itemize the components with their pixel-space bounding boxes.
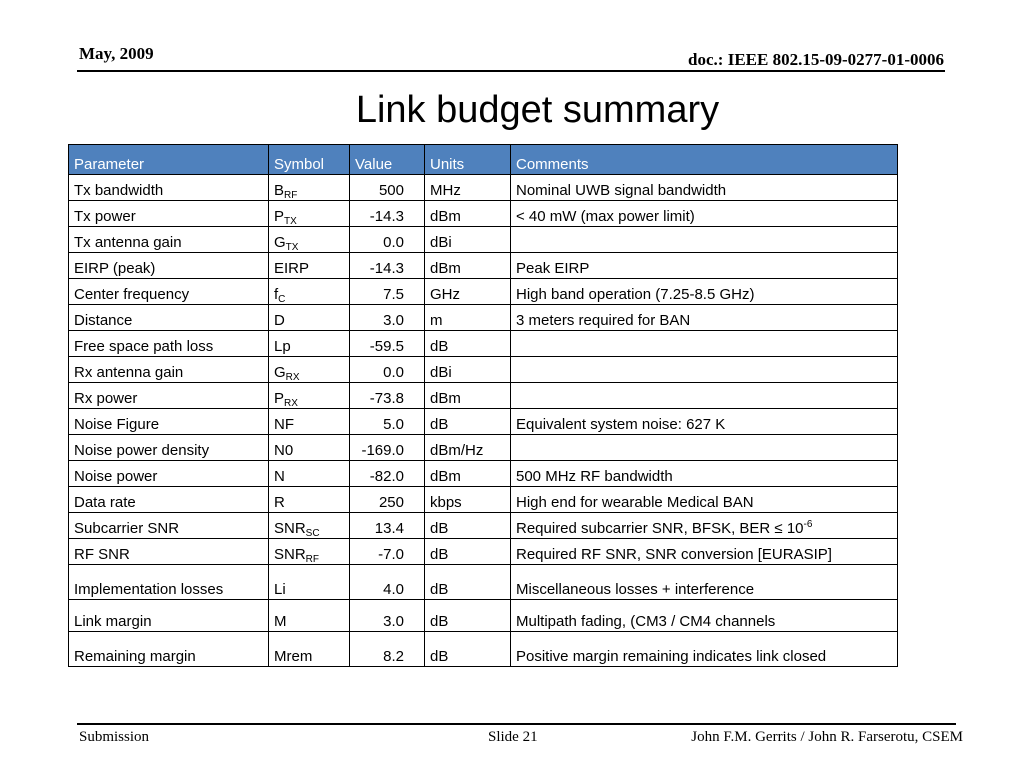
table-row — [69, 600, 898, 632]
cell-symbol: $G_{RX}$ — [269, 357, 350, 383]
cell-parameter: Remaining margin — [69, 632, 269, 667]
cell-units: dB — [425, 409, 511, 435]
link-budget-table — [68, 144, 898, 667]
header-doc-id: doc.: IEEE 802.15-09-0277-01-0006 — [688, 50, 944, 69]
cell-comment — [511, 435, 898, 461]
cell-units: dB — [425, 600, 511, 632]
table-body — [69, 175, 898, 667]
cell-comment: Nominal UWB signal bandwidth — [511, 175, 898, 201]
column-header-value: Value — [350, 145, 425, 175]
table-row — [69, 435, 898, 461]
cell-units: dBm/Hz — [425, 435, 511, 461]
cell-symbol: M — [269, 600, 350, 632]
column-header-comments: Comments — [511, 145, 898, 175]
table-row — [69, 305, 898, 331]
cell-comment: 3 meters required for BAN — [511, 305, 898, 331]
cell-comment: Miscellaneous losses + interference — [511, 565, 898, 600]
cell-comment: Equivalent system noise: 627 K — [511, 409, 898, 435]
cell-comment: High end for wearable Medical BAN — [511, 487, 898, 513]
cell-parameter: Rx power — [69, 383, 269, 409]
cell-symbol: $f_C$ — [269, 279, 350, 305]
cell-parameter: Rx antenna gain — [69, 357, 269, 383]
cell-parameter: Tx power — [69, 201, 269, 227]
cell-parameter: Data rate — [69, 487, 269, 513]
footer-authors: John F.M. Gerrits / John R. Farserotu, CSEM — [691, 729, 963, 745]
column-header-units: Units — [425, 145, 511, 175]
cell-parameter: Noise power density — [69, 435, 269, 461]
cell-value: 3.0 — [350, 600, 425, 632]
cell-value: -73.8 — [350, 383, 425, 409]
table-row — [69, 383, 898, 409]
cell-units: GHz — [425, 279, 511, 305]
cell-comment — [511, 383, 898, 409]
cell-value: -14.3 — [350, 201, 425, 227]
column-header-parameter: Parameter — [69, 145, 269, 175]
cell-units: dB — [425, 632, 511, 667]
slide-title: Link budget summary — [355, 89, 720, 131]
cell-parameter: Noise Figure — [69, 409, 269, 435]
cell-value: 250 — [350, 487, 425, 513]
cell-comment: < 40 mW (max power limit) — [511, 201, 898, 227]
cell-value: -7.0 — [350, 539, 425, 565]
cell-symbol: Mrem — [269, 632, 350, 667]
cell-parameter: Noise power — [69, 461, 269, 487]
cell-value: 0.0 — [350, 357, 425, 383]
cell-units: dBi — [425, 227, 511, 253]
cell-value: 0.0 — [350, 227, 425, 253]
cell-symbol: $SNR_{RF}$ — [269, 539, 350, 565]
table-row — [69, 227, 898, 253]
cell-symbol: Lp — [269, 331, 350, 357]
footer-submission: Submission — [79, 729, 150, 745]
cell-units: dBm — [425, 253, 511, 279]
cell-parameter: Link margin — [69, 600, 269, 632]
cell-comment — [511, 331, 898, 357]
cell-comment: 500 MHz RF bandwidth — [511, 461, 898, 487]
cell-comment — [511, 357, 898, 383]
cell-comment: Peak EIRP — [511, 253, 898, 279]
table-row — [69, 331, 898, 357]
cell-symbol: NF — [269, 409, 350, 435]
cell-symbol: EIRP — [269, 253, 350, 279]
cell-comment — [511, 227, 898, 253]
cell-value: 7.5 — [350, 279, 425, 305]
table-row — [69, 632, 898, 667]
cell-parameter: Center frequency — [69, 279, 269, 305]
cell-symbol: Li — [269, 565, 350, 600]
cell-symbol: $P_{TX}$ — [269, 201, 350, 227]
cell-parameter: Free space path loss — [69, 331, 269, 357]
footer-divider — [77, 723, 956, 725]
table-row — [69, 409, 898, 435]
cell-symbol: N0 — [269, 435, 350, 461]
cell-comment: High band operation (7.25-8.5 GHz) — [511, 279, 898, 305]
cell-units: MHz — [425, 175, 511, 201]
table-row — [69, 487, 898, 513]
cell-comment: Required subcarrier SNR, BFSK, BER ≤ $10^{-6}$ — [511, 513, 898, 539]
cell-units: dBm — [425, 383, 511, 409]
table-row — [69, 201, 898, 227]
cell-symbol: $SNR_{SC}$ — [269, 513, 350, 539]
cell-units: dB — [425, 331, 511, 357]
table-row — [69, 175, 898, 201]
cell-symbol: R — [269, 487, 350, 513]
cell-comment: Positive margin remaining indicates link closed — [511, 632, 898, 667]
cell-value: -169.0 — [350, 435, 425, 461]
cell-symbol: $G_{TX}$ — [269, 227, 350, 253]
cell-value: 5.0 — [350, 409, 425, 435]
cell-parameter: EIRP (peak) — [69, 253, 269, 279]
cell-parameter: Implementation losses — [69, 565, 269, 600]
cell-units: dB — [425, 565, 511, 600]
cell-parameter: RF SNR — [69, 539, 269, 565]
table-row — [69, 279, 898, 305]
table-row — [69, 513, 898, 539]
cell-value: 500 — [350, 175, 425, 201]
cell-value: 13.4 — [350, 513, 425, 539]
cell-units: dBm — [425, 201, 511, 227]
cell-comment: Multipath fading, (CM3 / CM4 channels — [511, 600, 898, 632]
cell-parameter: Tx antenna gain — [69, 227, 269, 253]
cell-value: -82.0 — [350, 461, 425, 487]
cell-value: -59.5 — [350, 331, 425, 357]
column-header-symbol: Symbol — [269, 145, 350, 175]
cell-symbol: $B_{RF}$ — [269, 175, 350, 201]
table-row — [69, 357, 898, 383]
cell-parameter: Tx bandwidth — [69, 175, 269, 201]
header-divider — [77, 70, 945, 72]
cell-symbol: $P_{RX}$ — [269, 383, 350, 409]
cell-value: 8.2 — [350, 632, 425, 667]
cell-value: 4.0 — [350, 565, 425, 600]
header-date: May, 2009 — [79, 44, 154, 63]
table-row — [69, 253, 898, 279]
cell-parameter: Subcarrier SNR — [69, 513, 269, 539]
cell-symbol: D — [269, 305, 350, 331]
footer-slide-number: Slide 21 — [488, 729, 538, 745]
cell-units: dB — [425, 513, 511, 539]
cell-symbol: N — [269, 461, 350, 487]
cell-units: dB — [425, 539, 511, 565]
table-row — [69, 565, 898, 600]
cell-units: dBi — [425, 357, 511, 383]
table-row — [69, 461, 898, 487]
table-header-row — [69, 145, 898, 175]
cell-comment: Required RF SNR, SNR conversion [EURASIP] — [511, 539, 898, 565]
table-row — [69, 539, 898, 565]
cell-units: dBm — [425, 461, 511, 487]
cell-value: -14.3 — [350, 253, 425, 279]
cell-units: m — [425, 305, 511, 331]
cell-value: 3.0 — [350, 305, 425, 331]
cell-units: kbps — [425, 487, 511, 513]
cell-parameter: Distance — [69, 305, 269, 331]
